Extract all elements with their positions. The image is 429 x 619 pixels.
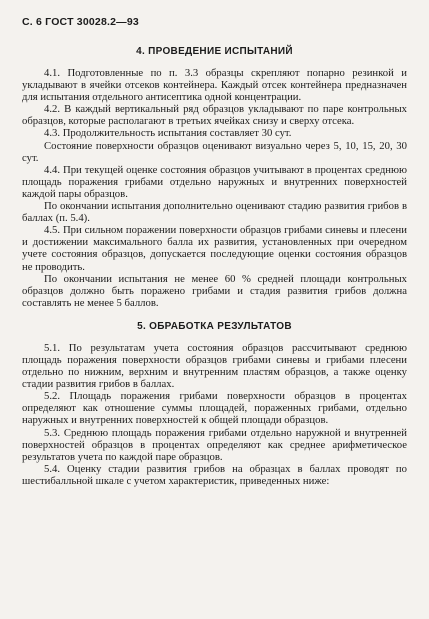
section-5-title: 5. ОБРАБОТКА РЕЗУЛЬТАТОВ bbox=[137, 320, 292, 332]
paragraph-4-2: 4.2. В каждый вертикальный ряд образцов укладывают по паре контрольных образцов, которые располагают в третьих ячейках снизу и сверху отсека. bbox=[22, 103, 407, 128]
page-header: С. 6 ГОСТ 30028.2—93 bbox=[22, 16, 139, 28]
paragraph-5-1: 5.1. По результатам учета состояния образцов рассчитывают среднюю площадь поражения поверхности образцов грибами синевы и грибами плесени отдельно по нижним, верхним и внутренним пластям образцов, а также оценку стадии развития грибов в баллах. bbox=[22, 341, 407, 391]
paragraph-5-4: 5.4. Оценку стадии развития грибов на образцах в баллах проводят по шестибалльной шкале с учетом характеристик, приведенных ниже: bbox=[22, 462, 407, 487]
paragraph-4-3-note: Состояние поверхности образцов оценивают визуально через 5, 10, 15, 20, 30 сут. bbox=[22, 139, 407, 164]
paragraph-4-5-note: По окончании испытания не менее 60 % средней площади контрольных образцов должно быть поражено грибами и стадия развития грибов должна составлять не менее 5 баллов. bbox=[22, 272, 407, 309]
section-5-body bbox=[22, 342, 407, 487]
paragraph-4-5: 4.5. При сильном поражении поверхности образцов грибами синевы и плесени и достижении максимального балла их развития, установленных при очередном учете состояния образцов, допускается последующие оценки состояния образцов не проводить. bbox=[22, 224, 407, 273]
paragraph-4-1: 4.1. Подготовленные по п. 3.3 образцы скрепляют попарно резинкой и укладывают в ячейки отсеков контейнера. Каждый отсек контейнера предназначен для испытания отдельного антисептика одной концентрации. bbox=[22, 67, 407, 104]
paragraph-5-3: 5.3. Среднюю площадь поражения грибами отдельно наружной и внутренней поверхностей образцов в процентах определяют как среднее арифметическое результатов учета по каждой паре образцов. bbox=[22, 426, 407, 463]
section-4-title: 4. ПРОВЕДЕНИЕ ИСПЫТАНИЙ bbox=[136, 46, 293, 57]
paragraph-4-3: 4.3. Продолжительность испытания составляет 30 сут. bbox=[44, 127, 292, 140]
paragraph-5-2: 5.2. Площадь поражения грибами поверхности образцов в процентах определяют как отношение суммы площадей, пораженных грибами, отдельно наружных и внутренних поверхностей к общей площади образцов. bbox=[22, 390, 407, 427]
section-4-body bbox=[22, 67, 407, 309]
paragraph-4-4-note: По окончании испытания дополнительно оценивают стадию развития грибов в баллах (п. 5.4). bbox=[22, 200, 407, 225]
paragraph-4-4: 4.4. При текущей оценке состояния образцов учитывают в процентах среднюю площадь поражения грибами отдельно наружных и внутренних поверхностей каждой пары образцов. bbox=[22, 163, 407, 200]
